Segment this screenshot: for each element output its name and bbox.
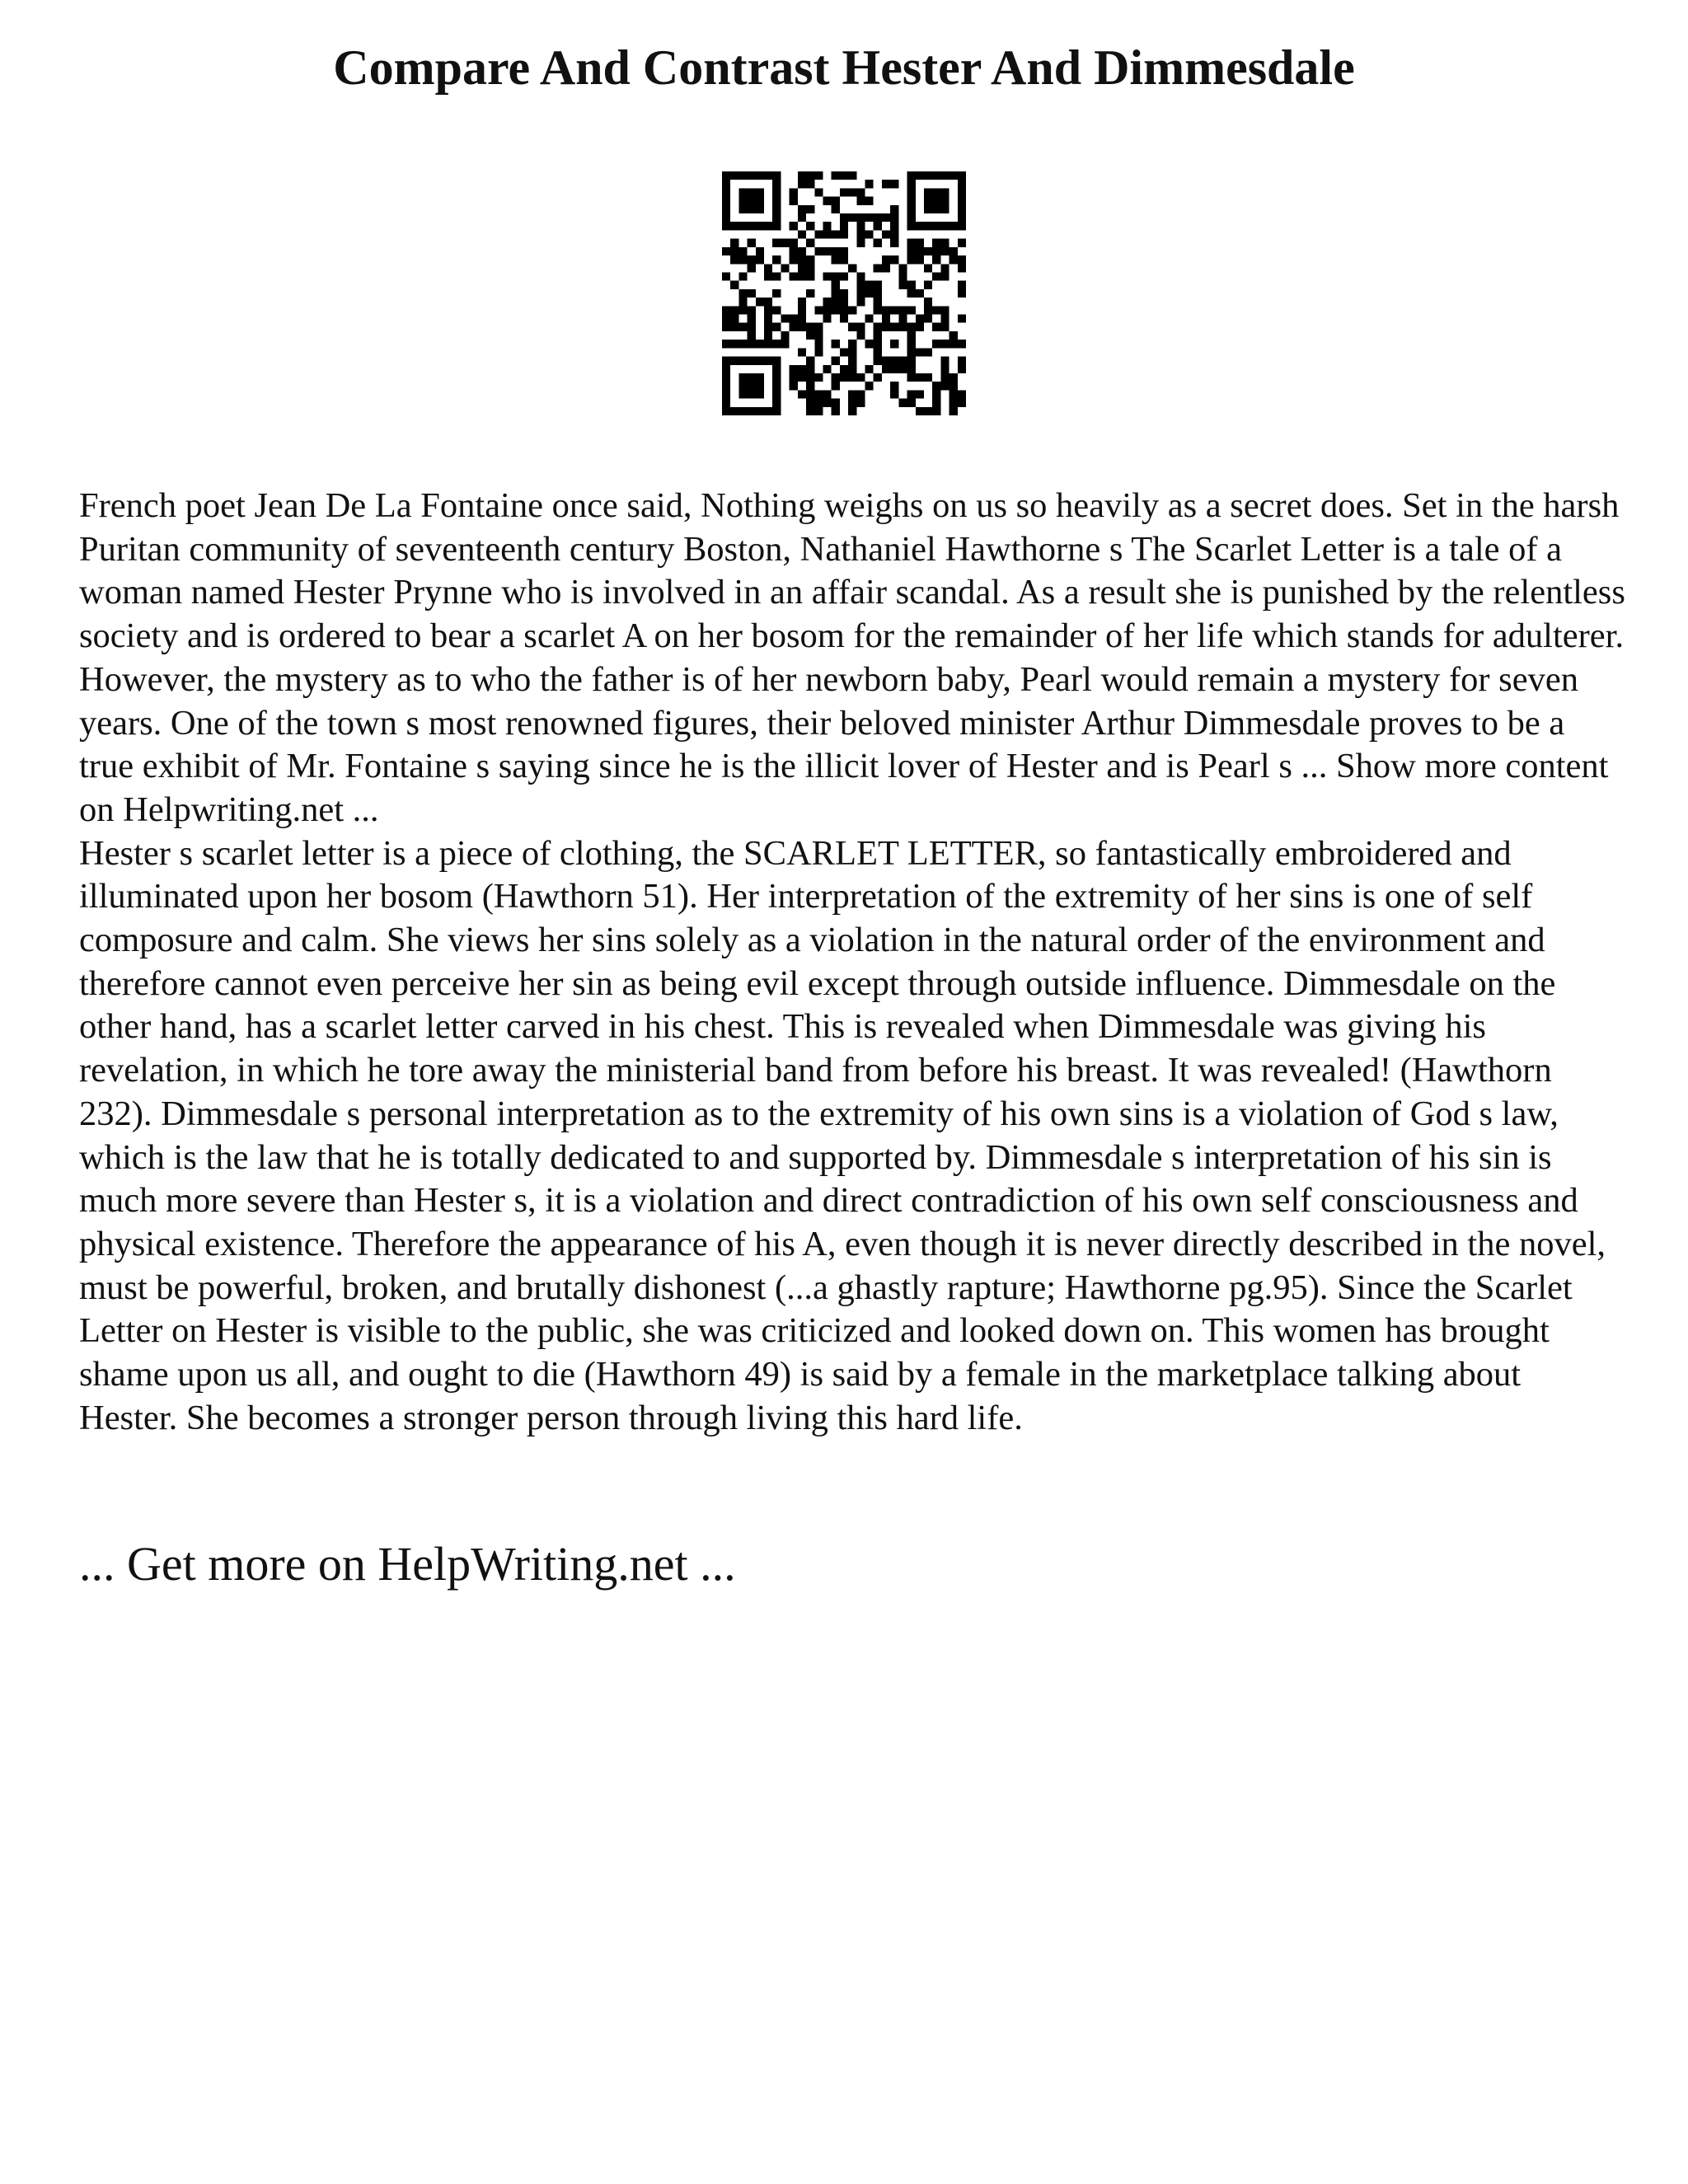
get-more-link[interactable]: ... Get more on HelpWriting.net ... (79, 1537, 736, 1591)
qr-code-icon (722, 171, 966, 415)
body-paragraph-2: Hester s scarlet letter is a piece of clothing, the SCARLET LETTER, so fantastically embroidered and illuminated upon her bosom (Hawthorn 51). Her interpretation of the extremity of her sins is one of self composure and calm. She views her sins solely as a violation in the natural order of the environment and therefore cannot even perceive her sin as being evil except through outside influence. Dimmesdale on the other hand, has a scarlet letter carved in his chest. This is revealed when Dimmesdale was giving his revelation, in which he tore away the ministerial band from before his breast. It was revealed! (Hawthorn 232). Dimmesdale s personal interpretation as to the extremity of his own sins is a violation of God s law, which is the law that he is totally dedicated to and supported by. Dimmesdale s interpretation of his sin is much more severe than Hester s, it is a violation and direct contradiction of his own self consciousness and physical existence. Therefore the appearance of his A, even though it is never directly described in the novel, must be powerful, broken, and brutally dishonest (...a ghastly rapture; Hawthorne pg.95). Since the Scarlet Letter on Hester is visible to the public, she was criticized and looked down on. This women has brought shame upon us all, and ought to die (Hawthorn 49) is said by a female in the marketplace talking about Hester. She becomes a stronger person through living this hard life. (79, 833, 1606, 1437)
qr-code-graphic (722, 171, 966, 415)
document-title: Compare And Contrast Hester And Dimmesdale (333, 40, 1355, 95)
body-paragraph-1: French poet Jean De La Fontaine once said, Nothing weighs on us so heavily as a secret does. Set in the harsh Puritan community of seventeenth century Boston, Nathaniel Hawthorne s The Scarlet Letter is a tale of a woman named Hester Prynne who is involved in an affair scandal. As a result she is punished by the relentless society and is ordered to bear a scarlet A on her bosom for the remainder of her life which stands for adulterer. However, the mystery as to who the father is of her newborn baby, Pearl would remain a mystery for seven years. One of the town s most renowned figures, their beloved minister Arthur Dimmesdale proves to be a true exhibit of Mr. Fontaine s saying since he is the illicit lover of Hester and is Pearl s ... Show more content on Helpwriting.net ... (79, 486, 1625, 829)
document-body (79, 485, 1625, 1440)
